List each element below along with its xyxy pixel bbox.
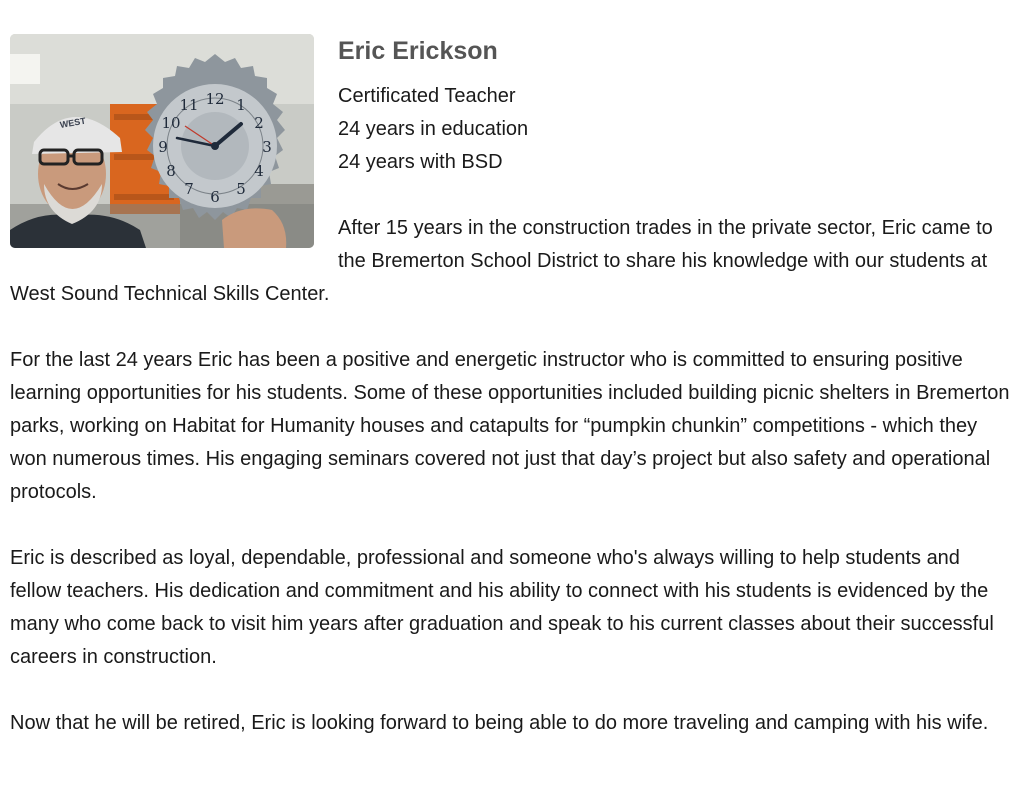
years-in-education: 24 years in education (338, 118, 529, 140)
bio-paragraph-2: For the last 24 years Eric has been a positive and energetic instructor who is committed to ensuring positive learning opportunities for his students. Some of these opportunities included building picnic shelters in Bremerton parks, working on Habitat for Humanity houses and catapults for “pumpkin chunkin” competitions - which they won numerous times. His engaging seminars covered not just that day’s project but also safety and operational protocols. (10, 349, 1010, 503)
svg-text:8: 8 (166, 162, 176, 180)
bio-paragraph-3: Eric is described as loyal, dependable, professional and someone who's always willing to help students and fellow teachers. His dedication and commitment and his ability to connect with his students is evidenced by the many who come back to visit him years after graduation and speak to his current classes about their successful careers in construction. (10, 547, 994, 668)
teacher-name: Eric Erickson (338, 37, 498, 65)
svg-text:1: 1 (236, 96, 246, 114)
profile-photo (10, 34, 314, 248)
svg-text:4: 4 (254, 162, 264, 180)
svg-text:7: 7 (184, 180, 194, 198)
svg-text:2: 2 (254, 114, 264, 132)
years-with-bsd: 24 years with BSD (338, 151, 503, 173)
svg-text:10: 10 (161, 114, 181, 132)
bio-paragraph-4: Now that he will be retired, Eric is looking forward to being able to do more traveling and camping with his wife. (10, 712, 989, 734)
svg-text:9: 9 (158, 138, 168, 156)
teacher-title: Certificated Teacher (338, 85, 516, 107)
svg-text:6: 6 (210, 188, 220, 206)
svg-text:3: 3 (262, 138, 272, 156)
cap-lettering: WEST (59, 115, 87, 131)
bio-paragraph-1: After 15 years in the construction trades in the private sector, Eric came to the Bremerton School District to share his knowledge with our students at West Sound Technical Skills Center. (10, 217, 993, 305)
svg-text:11: 11 (179, 96, 199, 114)
svg-text:5: 5 (236, 180, 246, 198)
svg-text:12: 12 (205, 90, 225, 108)
